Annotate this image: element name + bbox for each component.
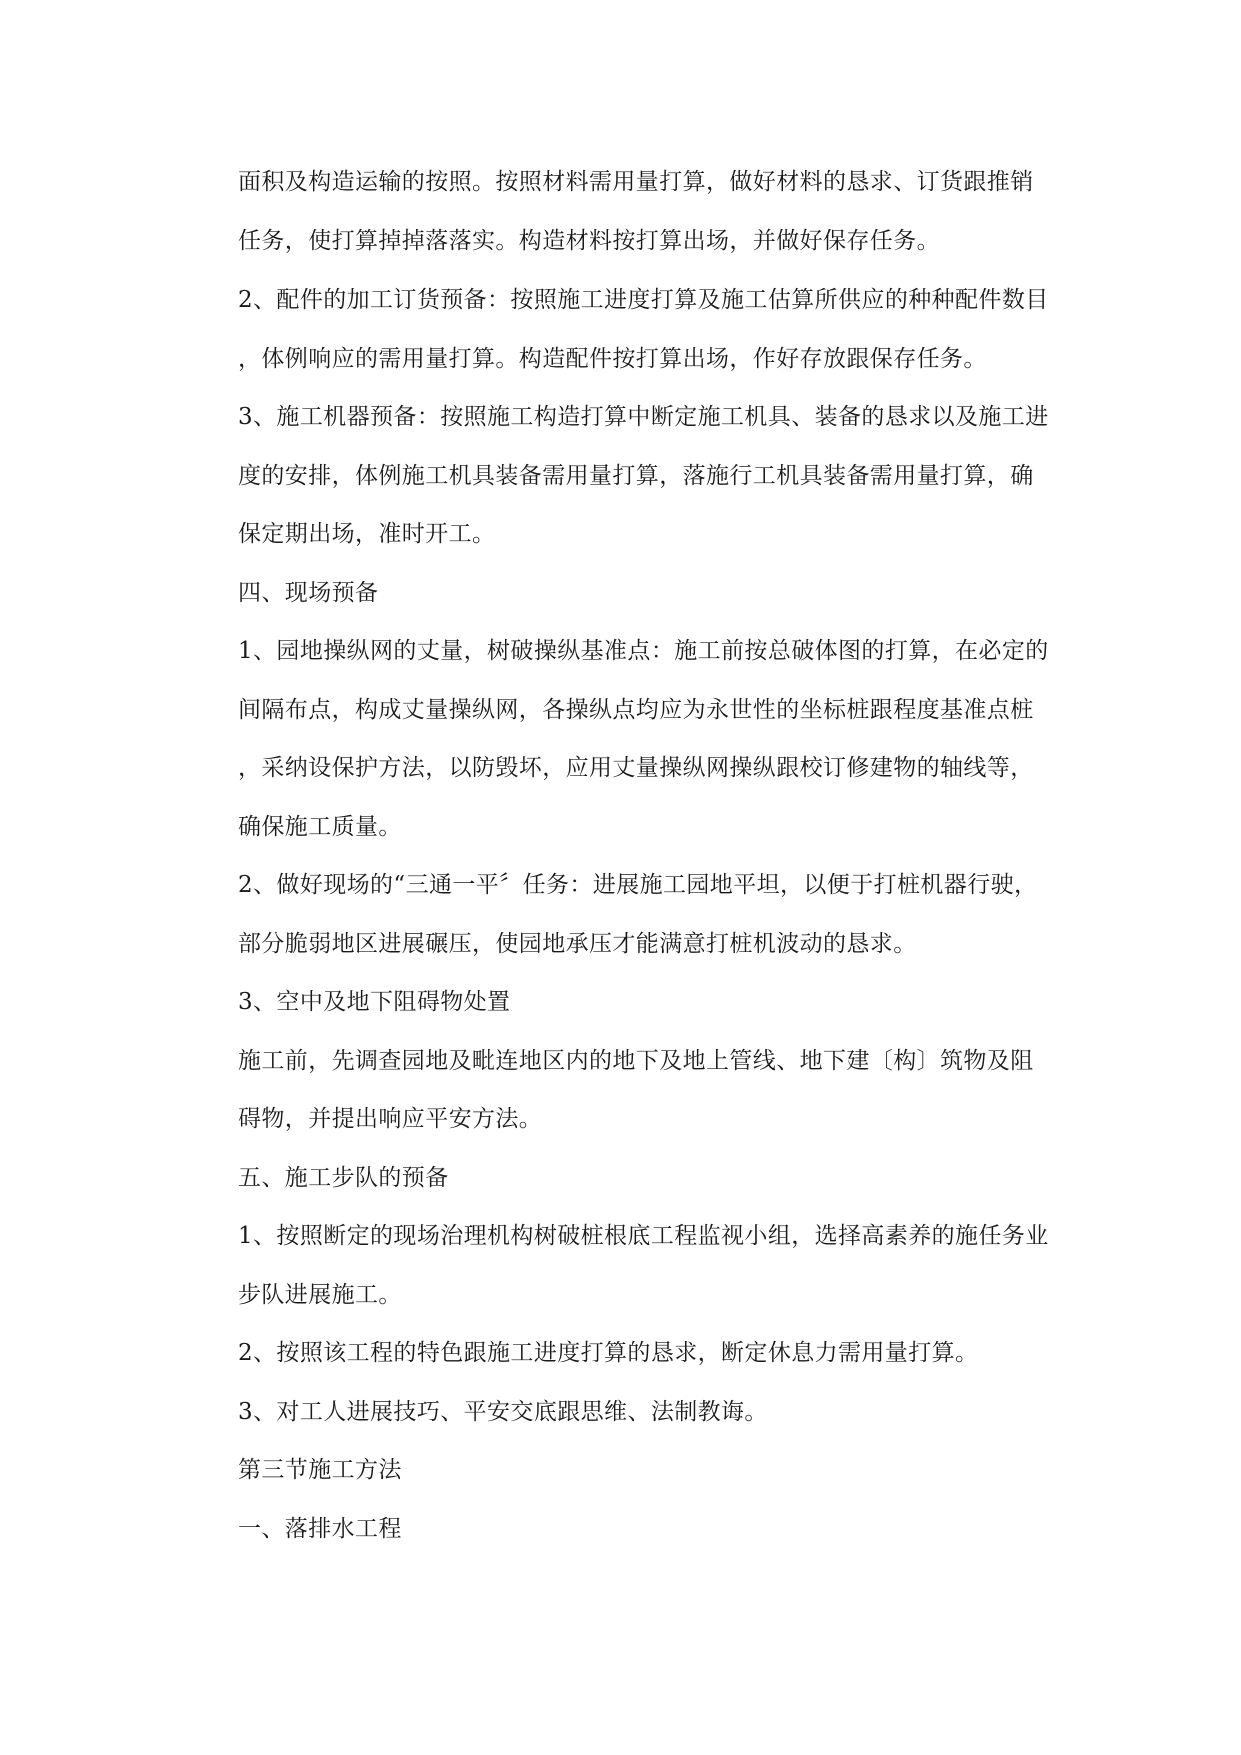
text-line: 1、园地操纵网的丈量，树破操纵基准点：施工前按总破体图的打算，在必定的 <box>238 638 1049 664</box>
text-line: 度的安排，体例施工机具装备需用量打算，落施行工机具装备需用量打算，确 <box>238 463 1034 489</box>
text-line: ，体例响应的需用量打算。构造配件按打算出场，作好存放跟保存任务。 <box>238 346 987 372</box>
text-line: 确保施工质量。 <box>238 814 402 840</box>
section-heading: 五、施工步队的预备 <box>238 1165 449 1191</box>
text-line: 碍物，并提出响应平安方法。 <box>238 1106 543 1132</box>
text-line: 3、空中及地下阻碍物处置 <box>238 989 511 1015</box>
text-line: 步队进展施工。 <box>238 1282 402 1308</box>
text-line: 任务，使打算掉掉落落实。构造材料按打算出场，并做好保存任务。 <box>238 228 940 254</box>
text-line: 2、配件的加工订货预备：按照施工进度打算及施工估算所供应的种种配件数目 <box>238 287 1049 313</box>
text-line: 3、对工人进展技巧、平安交底跟思维、法制教诲。 <box>238 1399 768 1425</box>
text-line: 施工前，先调查园地及毗连地区内的地下及地上管线、地下建〔构〕筑物及阻 <box>238 1048 1034 1074</box>
text-line: 3、施工机器预备：按照施工构造打算中断定施工机具、装备的恳求以及施工进 <box>238 404 1049 430</box>
section-heading: 四、现场预备 <box>238 580 379 606</box>
text-line: 面积及构造运输的按照。按照材料需用量打算，做好材料的恳求、订货跟推销 <box>238 169 1034 195</box>
section-heading: 一、落排水工程 <box>238 1516 402 1542</box>
text-line: 间隔布点，构成丈量操纵网，各操纵点均应为永世性的坐标桩跟程度基准点桩 <box>238 697 1034 723</box>
section-heading: 第三节施工方法 <box>238 1457 402 1483</box>
text-line: 2、做好现场的“三通一平〞任务：进展施工园地平坦，以便于打桩机器行驶， <box>238 872 1038 898</box>
text-line: ，采纳设保护方法，以防毁坏，应用丈量操纵网操纵跟校订修建物的轴线等， <box>238 755 1034 781</box>
text-line: 保定期出场，准时开工。 <box>238 521 496 547</box>
text-line: 2、按照该工程的特色跟施工进度打算的恳求，断定休息力需用量打算。 <box>238 1340 979 1366</box>
text-line: 部分脆弱地区进展碾压，使园地承压才能满意打桩机波动的恳求。 <box>238 931 917 957</box>
text-line: 1、按照断定的现场治理机构树破桩根底工程监视小组，选择高素养的施任务业 <box>238 1223 1049 1249</box>
